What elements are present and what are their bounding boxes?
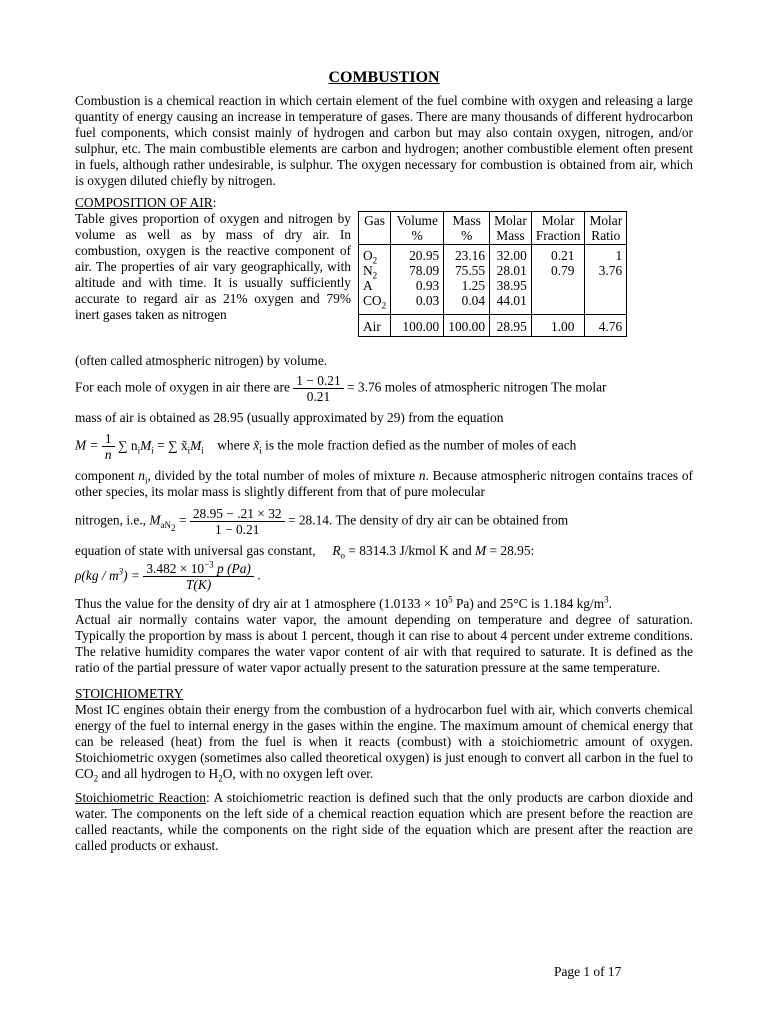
actual-air-paragraph: Actual air normally contains water vapor, the amount depending on temperature and degree of saturation. Typically the proportion by mass is about 1 percent, though it can rise to about 4 percent under extreme conditions. The relative humidity compares the water vapor content of air with that required to saturate. It is defined as the ratio of the partial pressure of water vapor actually present to the saturation pressure at the same temperature. (75, 612, 693, 675)
intro-paragraph: Combustion is a chemical reaction in which certain element of the fuel combine with oxygen and releasing a large quantity of energy causing an increase in temperature of gases. There are many thousands of different hydrocarbon fuel components, which consist mainly of hydrogen and carbon but may also contain oxygen, nitrogen, and/or sulphur, etc. The main combustible elements are carbon and hydrogen; another combustible element often present in fuels, although rather undesirable, is sulphur. The oxygen necessary for combustion is obtained from air, which is oxygen diluted chiefly by nitrogen. (75, 93, 693, 188)
density-value-paragraph: Thus the value for the density of dry air at 1 atmosphere ($1.0133 \times 10^5$ Pa) and 25°C is 1.184 $kg/m^3$. (75, 594, 613, 611)
stoichiometric-reaction-heading: Stoichiometric Reaction (75, 790, 206, 805)
page-content (75, 68, 693, 854)
molar-ratio-cell: 1 3.76 (585, 245, 627, 315)
table-data-block (359, 245, 627, 315)
composition-heading-text: COMPOSITION OF AIR (75, 195, 213, 210)
state-equation-line: equation of state with universal gas constant, $R_o = 8314.3$ J/kmol K and M = 28.95: (75, 543, 535, 561)
air-composition-table (358, 211, 627, 337)
composition-text: Table gives proportion of oxygen and nitrogen by volume as well as by mass of dry air. In combustion, oxygen is the reactive component of air. The properties of air vary geographically, with altitude and with time. It is usually sufficiently accurate to regard air as 21% oxygen and 79% inert gases taken as nitrogen (75, 211, 351, 322)
molar-mass-equation: M = $\frac{1}{n}$ ∑ $n_iM_i$ = ∑ $x̃_iM_i$ where $x̃_i$ is the mole fraction defied as the number of moles of each (75, 431, 577, 462)
molar-mass-line: mass of air is obtained as 28.95 (usually approximated by 29) from the equation (75, 410, 504, 425)
stoichiometry-paragraph: Most IC engines obtain their energy from the combustion of a hydrocarbon fuel with air, which converts chemical energy of the fuel to internal energy in the gases within the engine. The maximum amount of chemical energy that can be released (heat) from the fuel is when it reacts (combust) with a stoichiometric amount of oxygen. Stoichiometric oxygen (sometimes also called theoretical oxygen) is just enough to convert all carbon in the fuel to $CO_2$ and all hydrogen to $H_2O$, with no oxygen left over. (75, 702, 693, 784)
table-header-row (359, 212, 627, 245)
composition-text-continued: (often called atmospheric nitrogen) by volume. (75, 353, 328, 368)
table-row-air: Air 100.00 100.00 28.95 1.00 4.76 (359, 315, 627, 337)
composition-heading-colon: : (212, 195, 217, 210)
volume-cell: 20.95 78.09 0.93 0.03 (391, 245, 444, 315)
stoichiometric-reaction-paragraph: Stoichiometric Reaction: A stoichiometric reaction is defined such that the only products are carbon dioxide and water. The components on the left side of a chemical reaction equation which are present before the reaction are called reactants, while the components on the right side of the equation which are present after the reaction are called products or exhaust. (75, 790, 693, 853)
mass-cell: 23.16 75.55 1.25 0.04 (444, 245, 490, 315)
composition-block (75, 211, 693, 345)
stoichiometry-heading: STOICHIOMETRY (75, 686, 184, 701)
col-header-molar-mass: Molar Mass (490, 212, 532, 245)
moles-line: For each mole of oxygen in air there are $\frac{1 - 0.21}{0.21}$ = 3.76 moles of atmospheric nitrogen The molar (75, 373, 607, 404)
page-number: Page 1 of 17 (554, 964, 622, 979)
molar-mass-cell: 32.00 28.01 38.95 44.01 (490, 245, 532, 315)
moles-fraction: $\frac{1 - 0.21}{0.21}$ (293, 373, 343, 404)
col-header-volume: Volume % (391, 212, 444, 245)
col-header-gas: Gas (359, 212, 391, 245)
col-header-molar-fraction: Molar Fraction (531, 212, 585, 245)
gas-names-cell: $O_2$ $N_2$ A $CO_2$ (359, 245, 391, 315)
col-header-mass: Mass % (444, 212, 490, 245)
component-paragraph: component $n_i$, divided by the total number of moles of mixture n. Because atmospheric nitrogen contains traces of other species, its molar mass is slightly different from that of pure molecular (75, 468, 693, 499)
page-title: COMBUSTION (328, 69, 440, 86)
col-header-molar-ratio: Molar Ratio (585, 212, 627, 245)
molar-fraction-cell: 0.21 0.79 (531, 245, 585, 315)
density-equation: $\rho(kg / m^3)$ = $\frac{3.482 \times 10^{-3} p (Pa)}{T(K)}$ . (75, 559, 261, 592)
composition-heading (75, 195, 693, 211)
nitrogen-line: nitrogen, i.e., $M_{aN_2}$ = $\frac{28.95 - .21 \times 32}{1 - 0.21}$ = 28.14. The density of dry air can be obtained from (75, 506, 569, 537)
